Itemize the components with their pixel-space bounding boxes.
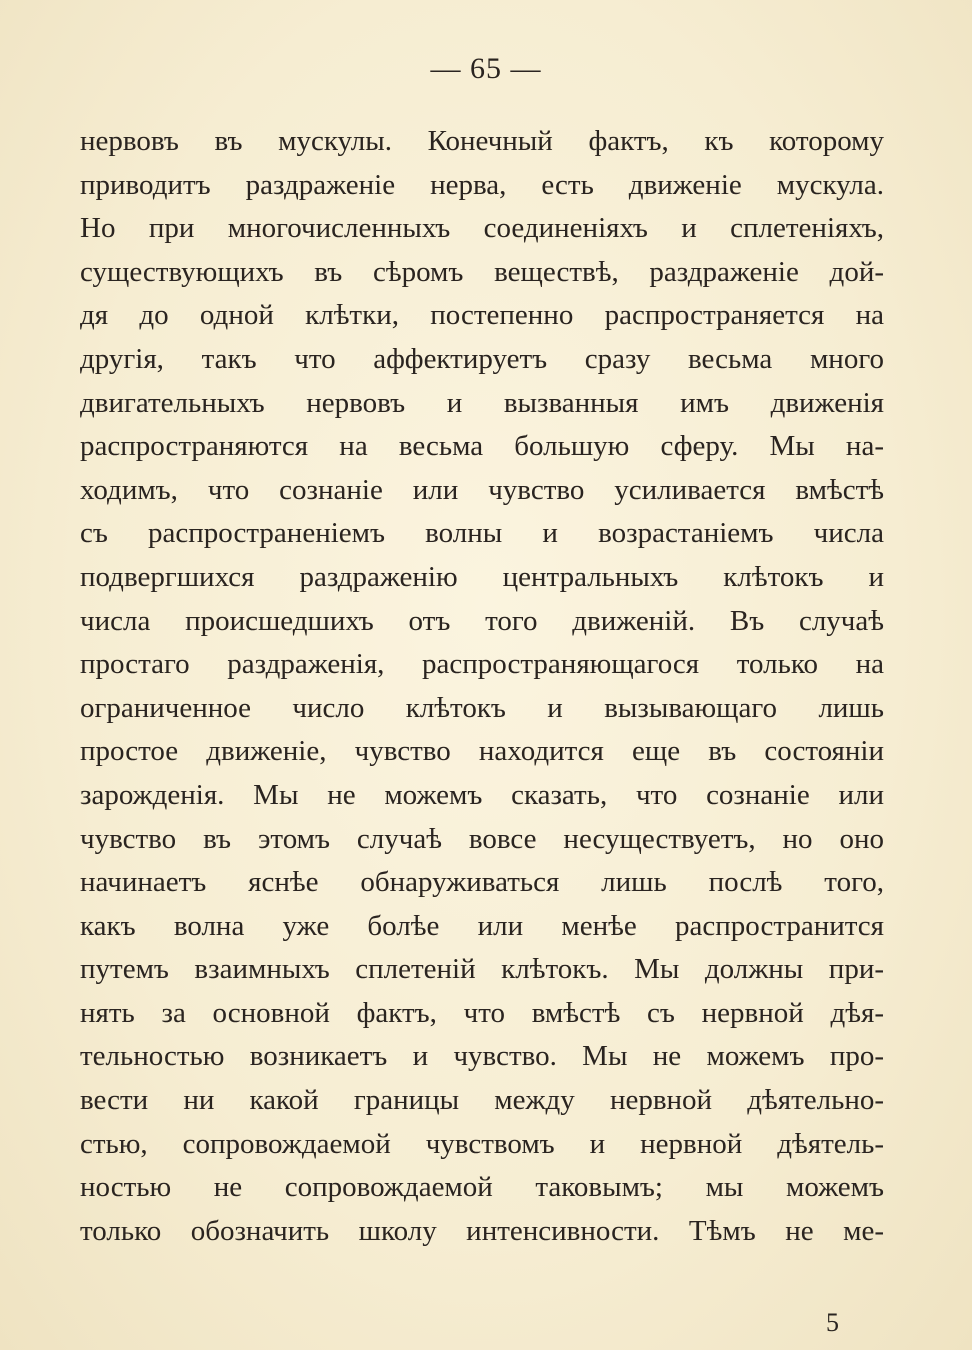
- text-line: съ распространеніемъ волны и возрастаніемъ числа: [80, 517, 884, 550]
- text-line: другія, такъ что аффектируетъ сразу весьма много: [80, 342, 884, 375]
- text-line: ограниченное число клѣтокъ и вызывающаго лишь: [80, 691, 884, 724]
- text-line: зарожденія. Мы не можемъ сказать, что сознаніе или: [80, 778, 884, 811]
- text-line: какъ волна уже болѣе или менѣе распространится: [80, 909, 884, 942]
- text-line: начинаетъ яснѣе обнаруживаться лишь послѣ того,: [80, 866, 884, 899]
- text-line: подвергшихся раздраженію центральныхъ клѣтокъ и: [80, 560, 884, 593]
- text-line: только обозначить школу интенсивности. Тѣмъ не ме-: [80, 1214, 884, 1247]
- body-text: [80, 120, 884, 1253]
- text-line: путемъ взаимныхъ сплетеній клѣтокъ. Мы должны при-: [80, 953, 884, 986]
- text-line: нервовъ въ мускулы. Конечный фактъ, къ которому: [80, 125, 884, 157]
- text-line: простаго раздраженія, распространяющагося только на: [80, 648, 884, 681]
- text-line: стью, сопровождаемой чувствомъ и нервной дѣятель-: [80, 1127, 884, 1160]
- text-line: приводитъ раздраженіе нерва, есть движеніе мускула.: [80, 168, 884, 201]
- text-line: распространяются на весьма большую сферу. Мы на-: [80, 430, 884, 463]
- signature-mark: 5: [826, 1308, 839, 1337]
- text-line: чувство въ этомъ случаѣ вовсе несуществуетъ, но оно: [80, 822, 884, 855]
- text-line: дя до одной клѣтки, постепенно распространяется на: [80, 299, 884, 332]
- text-line: ходимъ, что сознаніе или чувство усиливается вмѣстѣ: [80, 473, 884, 506]
- text-line: Но при многочисленныхъ соединеніяхъ и сплетеніяхъ,: [80, 212, 884, 245]
- text-line: вести ни какой границы между нервной дѣятельно-: [80, 1084, 884, 1117]
- text-line: нять за основной фактъ, что вмѣстѣ съ нервной дѣя-: [80, 996, 884, 1029]
- text-line: двигательныхъ нервовъ и вызванныя имъ движенія: [80, 386, 884, 419]
- page-number: — 65 —: [430, 52, 542, 85]
- text-line: числа происшедшихъ отъ того движеній. Въ случаѣ: [80, 604, 884, 637]
- text-line: простое движеніе, чувство находится еще въ состояніи: [80, 735, 884, 768]
- text-line: ностью не сопровождаемой таковымъ; мы можемъ: [80, 1171, 884, 1204]
- text-line: существующихъ въ сѣромъ веществѣ, раздраженіе дой-: [80, 255, 884, 288]
- text-line: тельностью возникаетъ и чувство. Мы не можемъ про-: [80, 1040, 884, 1073]
